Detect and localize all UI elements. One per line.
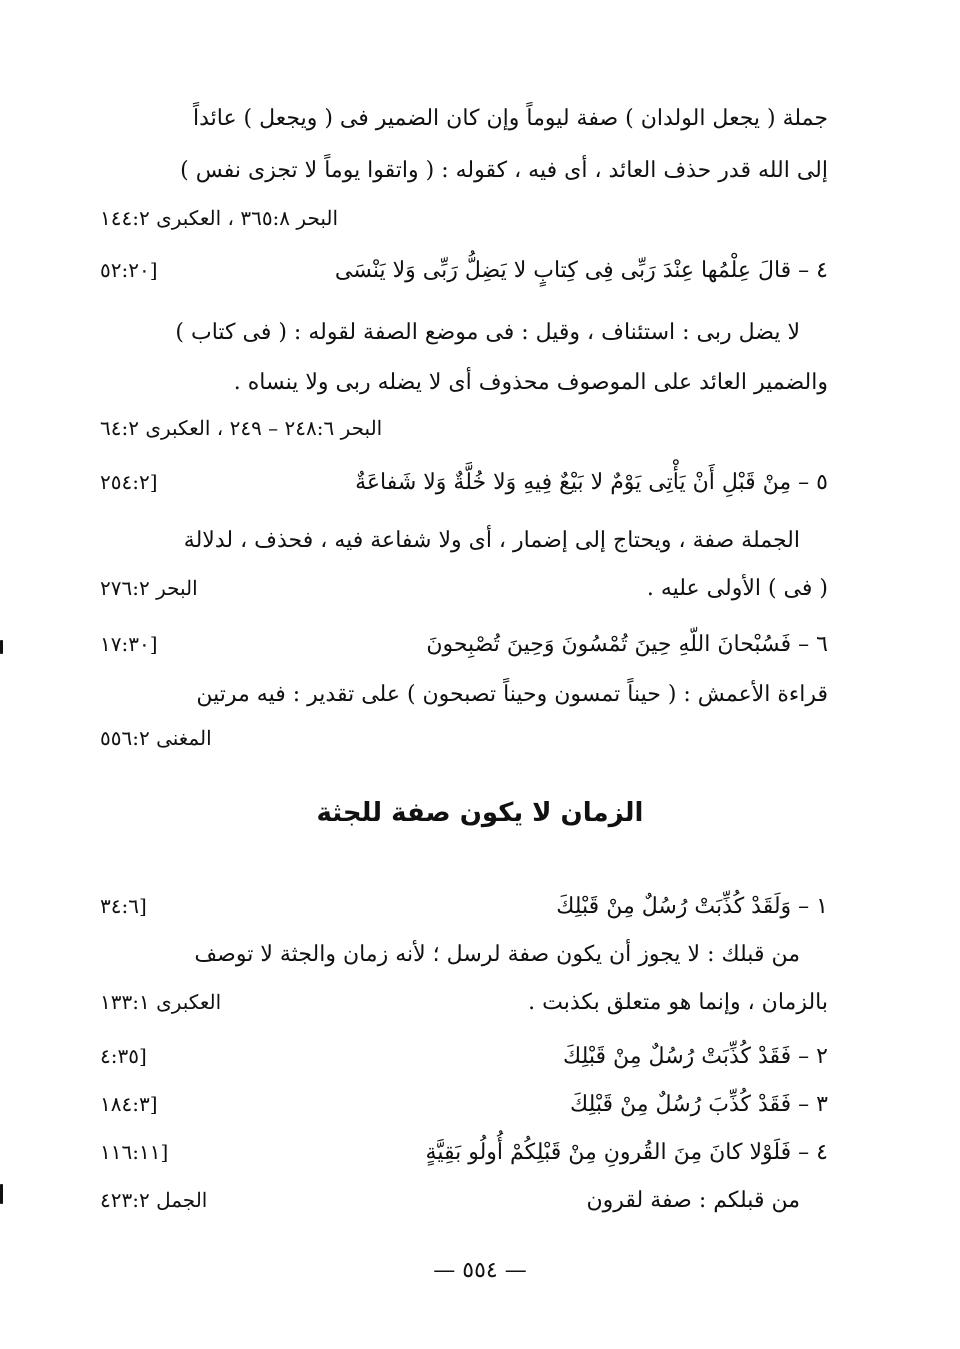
line-text: والضمير العائد على الموصوف محذوف أى لا يضله ربى ولا ينساه . bbox=[233, 369, 828, 395]
line-text: لا يضل ربى : استئناف ، وقيل : فى موضع الصفة لقوله : ( فى كتاب ) bbox=[175, 319, 800, 345]
verse-text: ٤ – فَلَوْلا كانَ مِنَ القُرونِ مِنْ قَبْلِكُمْ أُولُو بَقِيَّةٍ bbox=[425, 1139, 828, 1165]
verse-text: ١ – وَلَقَدْ كُذِّبَتْ رُسُلٌ مِنْ قَبْلِكَ bbox=[556, 893, 828, 919]
text-line bbox=[100, 520, 828, 560]
line-text: من قبلك : لا يجوز أن يكون صفة لرسل ؛ لأنه زمان والجثة لا توصف bbox=[194, 941, 800, 967]
line-text: الجملة صفة ، ويحتاج إلى إضمار ، أى ولا شفاعة فيه ، فحذف ، لدلالة bbox=[183, 527, 800, 553]
scan-mark bbox=[0, 1184, 3, 1204]
verse-line bbox=[100, 886, 828, 926]
text-line bbox=[100, 1180, 828, 1220]
line-text: ( فى ) الأولى عليه . bbox=[646, 575, 828, 601]
citation-line bbox=[100, 198, 828, 238]
verse-line bbox=[100, 624, 828, 664]
verse-reference: [٣٤:٦ bbox=[100, 894, 147, 918]
verse-line bbox=[100, 250, 828, 290]
verse-reference: [٢٥٤:٢ bbox=[100, 470, 158, 494]
verse-text: ٥ – مِنْ قَبْلِ أَنْ يَأْتِى يَوْمٌ لا بَيْعٌ فِيهِ وَلا خُلَّةٌ وَلا شَفاعَةٌ bbox=[355, 469, 828, 495]
scan-mark bbox=[0, 640, 3, 654]
verse-reference: [١٨٤:٣ bbox=[100, 1092, 158, 1116]
verse-line bbox=[100, 1084, 828, 1124]
citation: المغنى ٥٥٦:٢ bbox=[100, 726, 212, 750]
text-line bbox=[100, 98, 828, 138]
line-text: بالزمان ، وإنما هو متعلق بكذبت . bbox=[528, 989, 828, 1015]
verse-line bbox=[100, 1036, 828, 1076]
text-line bbox=[100, 982, 828, 1022]
line-text: إلى الله قدر حذف العائد ، أى فيه ، كقوله : ( واتقوا يوماً لا تجزى نفس ) bbox=[180, 157, 828, 183]
text-line bbox=[100, 150, 828, 190]
verse-reference: [١١٦:١١ bbox=[100, 1140, 169, 1164]
citation-line bbox=[100, 408, 828, 448]
verse-reference: [١٧:٣٠ bbox=[100, 632, 158, 656]
verse-line bbox=[100, 462, 828, 502]
verse-line bbox=[100, 1132, 828, 1172]
text-line bbox=[100, 934, 828, 974]
citation: البحر ٣٦٥:٨ ، العكبرى ١٤٤:٢ bbox=[100, 206, 339, 230]
citation: البحر ٢٧٦:٢ bbox=[100, 576, 198, 600]
citation: العكبرى ١٣٣:١ bbox=[100, 990, 222, 1014]
verse-reference: [٥٢:٢٠ bbox=[100, 258, 158, 282]
section-heading: الزمان لا يكون صفة للجثة bbox=[316, 798, 644, 828]
text-line bbox=[100, 568, 828, 608]
text-line bbox=[100, 362, 828, 402]
page-number: — ٥٥٤ — bbox=[433, 1258, 527, 1283]
citation-line bbox=[100, 718, 828, 758]
verse-text: ٤ – قالَ عِلْمُها عِنْدَ رَبِّى فِى كِتابٍ لا يَضِلُّ رَبِّى وَلا يَنْسَى bbox=[334, 257, 828, 283]
citation: البحر ٢٤٨:٦ – ٢٤٩ ، العكبرى ٦٤:٢ bbox=[100, 416, 383, 440]
line-text: من قبلكم : صفة لقرون bbox=[586, 1187, 800, 1213]
text-line bbox=[100, 312, 828, 352]
line-text: قراءة الأعمش : ( حيناً تمسون وحيناً تصبحون ) على تقدير : فيه مرتين bbox=[196, 681, 828, 707]
text-line bbox=[100, 674, 828, 714]
verse-text: ٦ – فَسُبْحانَ اللّهِ حِينَ تُمْسُونَ وَحِينَ تُصْبِحونَ bbox=[426, 631, 828, 657]
citation: الجمل ٤٢٣:٢ bbox=[100, 1188, 208, 1212]
verse-reference: [٤:٣٥ bbox=[100, 1044, 147, 1068]
line-text: جملة ( يجعل الولدان ) صفة ليوماً وإن كان الضمير فى ( ويجعل ) عائداً bbox=[192, 105, 828, 131]
verse-text: ٣ – فَقَدْ كُذِّبَ رُسُلٌ مِنْ قَبْلِكَ bbox=[570, 1091, 828, 1117]
verse-text: ٢ – فَقَدْ كُذِّبَتْ رُسُلٌ مِنْ قَبْلِكَ bbox=[563, 1043, 828, 1069]
